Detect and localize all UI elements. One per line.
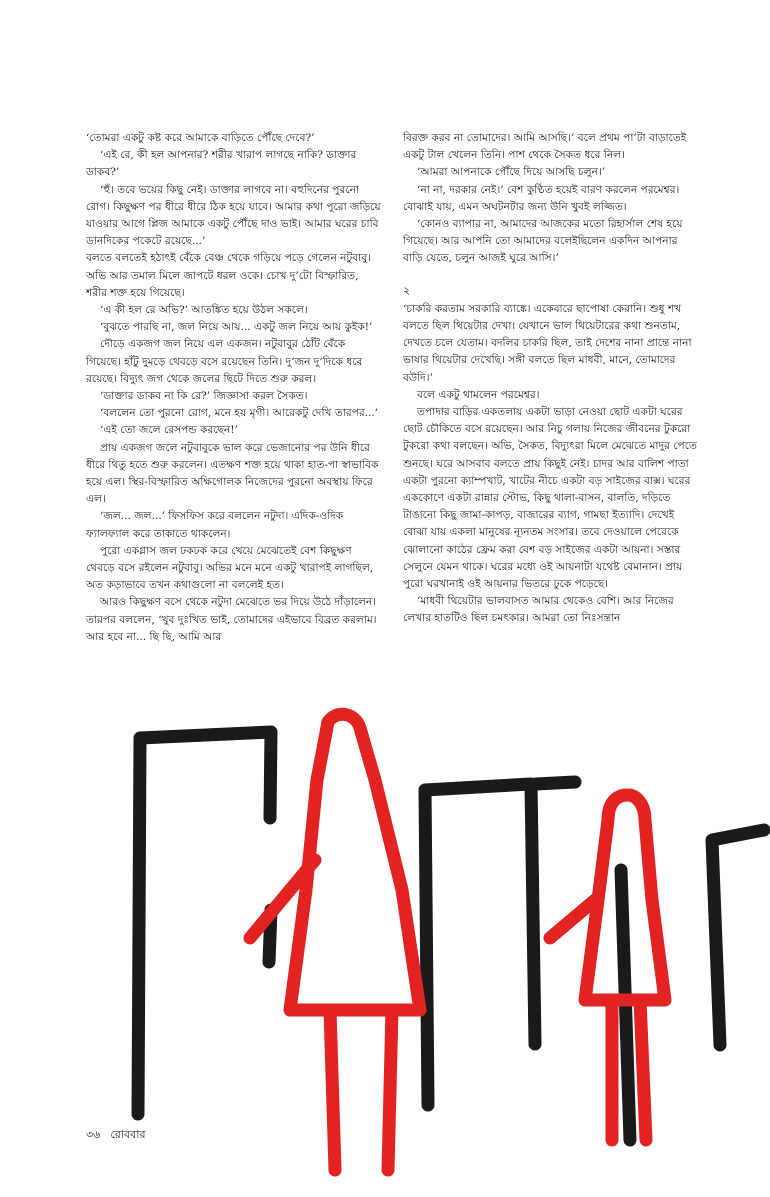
paragraph: বলে একটু থামলেন পরমেশ্বর।: [417, 388, 540, 401]
paragraph: ‘বললেন তো পুরনো রোগ, মনে হয় মৃগী। আরেকটু দেখি তারপর...’: [100, 407, 379, 420]
right-column: [403, 130, 699, 628]
right-column-bottom: [403, 301, 699, 628]
paragraph: ‘তোমরা একটু কষ্ট করে আমাকে বাড়িতে পৌঁছে দেবে?’: [86, 132, 315, 144]
paragraph: বলতে বলতেই হঠাৎই বেঁকে বেঞ্চ থেকে গড়িয়ে পড়ে গেলেন নটুবাবু। অভি আর তমাল মিলে জাপটে ধরল ওকে। চোখ দু’টো বিস্ফারিত, শরীর শক্ত হয়ে গিয়েছে।: [86, 252, 371, 299]
paragraph: ‘কোনও ব্যাপার না, আমাদের আজকের মতো রিহার্সাল শেষ হয়ে গিয়েছে। আর আপনি তো আমাদের বলেইছিলেন একদিন আপনার বাড়ি যেতে, চলুন আজই ঘুরে আসি।’: [403, 218, 683, 265]
paragraph: পুরো একগ্লাস জল ঢকঢক করে খেয়ে মেঝেতেই বেশ কিছুক্ষণ থেবড়ে বসে রইলেন নটুবাবু। অভির মনে মনে একটু খারাপই লাগছিল, অত কড়াভাবে তখন কথাগুলো না বললেই হত।: [86, 544, 374, 592]
story-illustration: [0, 700, 770, 1197]
paragraph: ‘মাধবী থিয়েটার ভালবাসত আমার থেকেও বেশি। আর নিজের লেখার হাতটিও ছিল চমৎকার। আমরা তো নিঃসন্তান: [403, 595, 674, 625]
paragraph: ‘এই রে, কী হল আপনার? শরীর খারাপ লাগছে নাকি? ডাক্তার ডাকব?’: [86, 149, 357, 179]
left-column: [86, 130, 382, 646]
paragraph: ‘জল... জল...’ ফিসফিস করে বললেন নটুদা। এদিক-ওদিক ফ্যালফ্যাল করে তাকাতে থাকলেন।: [86, 510, 344, 540]
door-frame-right: [712, 830, 764, 1045]
paragraph: আরও কিছুক্ষণ বসে থেকে নটুদা মেঝেতে ভর দিয়ে উঠে দাঁড়ালেন। তারপর বললেন, ‘খুব দুঃখিত ভাই, তোমাদের এইভাবে বিব্রত করলাম। আর হবে না... ছি ছি, আমি আর: [86, 596, 377, 643]
paragraph: ‘বুঝতে পারছি না, জল নিয়ে আয়... একটু জল নিয়ে আয় কুইক!’: [100, 321, 373, 334]
page-number: ৩৬: [86, 1128, 101, 1141]
page-footer: [86, 1126, 160, 1145]
red-figure-left-legs: [330, 1010, 392, 1170]
section-number: ২: [403, 283, 411, 297]
paragraph: বিরক্ত করব না তোমাদের। আমি আসছি।’ বলে প্রথম পা’টা বাড়াতেই একটু টাল খেলেন তিনি। পাশ থেকে সৈকত ধরে নিল।: [403, 132, 687, 162]
paragraph: দৌড়ে একজগ জল নিয়ে এল একজন। নটুবাবুর ঠোঁট বেঁকে গিয়েছে। হাঁটু দুমড়ে থেবড়ে বসে রয়েছেন তিনি। দু’জন দু’দিকে ধরে রয়েছে। বিদ্যুৎ জগ থেকে জলের ছিটে দিতে শুরু করল।: [86, 338, 363, 385]
black-door-frames: [138, 732, 764, 1140]
paragraph: ‘এ কী হল রে অভি?’ আতঙ্কিত হয়ে উঠল সকলে।: [100, 304, 308, 317]
door-frame-middle-top: [536, 782, 575, 784]
door-frame-left: [138, 732, 271, 1114]
door-frame-middle: [425, 784, 535, 1105]
paragraph: ‘না না, দরকার নেই।’ বেশ কুণ্ঠিত হয়েই বারণ করলেন পরমেশ্বর। বোঝাই যায়, এমন অঘটনটার জন্য উনি খুবই লজ্জিত।: [403, 183, 680, 213]
paragraph: ‘ডাক্তার ডাকব না কি রে?’ জিজ্ঞাসা করল সৈকত।: [100, 390, 308, 403]
paragraph: ‘হুঁ। তবে ভয়ের কিছু নেই। ডাক্তার লাগবে না। বহুদিনের পুরনো রোগ। কিছুক্ষণ পর ধীরে ধীরে ঠিক হয়ে যাবে। আমার কথা পুরো জড়িয়ে যাওয়ার আগে প্লিজ আমাকে একটু পৌঁছে দাও ভাই। আমার ঘরের চাবি ডানদিকের পকেটে রয়েছে...’: [86, 183, 381, 248]
right-column-top: [403, 130, 699, 268]
paragraph: তপাদার বাড়ির একতলায় একটা ভাড়া নেওয়া ছোট একটা ঘরের ছোট চৌকিতে বসে রয়েছেন। আর নিচু গলায় নিজের জীবনের টুকরো টুকরো কথা বলছেন। অভি, সৈকত, বিদ্যুৎরা মিলে মেঝেতে মাদুর পেতে শুনছে। ঘরে আসবাব বলতে প্রায় কিছুই নেই। চাদর আর বালিশ পাতা একটা পুরনো ক্যাম্পখাট, খাটের নীচে একটা বড় সাইজের বাক্স। ঘরের এককোণে একটা রান্নার স্টোভ, কিছু থালা-বাসন, বালতি, দড়িতে টাঙানো কিছু জামা-কাপড়, বাজারের ব্যাগ, গামছা ইত্যাদি। দেখেই বোঝা যায় একলা মানুষের ন্যূনতম সংসার। তবে দেওয়ালে পেরেকে ঝোলানো কাঠের ফ্রেম করা বেশ বড় সাইজের একটা আয়না। সস্তার সেলুনে যেমন থাকে। ঘরের মধ্যে ওই আয়নাটা যথেষ্ট বেমানান। প্রায় পুরো ঘরখানাই ওই আয়নার ভিতরে ঢুকে পড়েছে।: [403, 406, 697, 591]
paragraph: ‘এই তো জলে রেসপন্ড করছেন!’: [100, 424, 238, 437]
paragraph: ‘আমরা আপনাকে পৌঁছে দিয়ে আসছি চলুন।’: [417, 166, 606, 179]
paragraph: ‘চাকরি করতাম সরকারি ব্যাঙ্কে। একেবারে ছাপোষা কেরানি। শুধু শখ বলতে ছিল থিয়েটার দেখা। যেখানে ভাল থিয়েটারের কথা শুনতাম, দেখতে চলে যেতাম। বদলির চাকরি ছিল, তাই দেশের নানা প্রান্তে নানা ভাষার থিয়েটার দেখেছি। সঙ্গী বলতে ছিল মাধবী, মানে, তোমাদের বউদি।’: [403, 302, 692, 384]
magazine-name: রোববার: [110, 1128, 146, 1141]
paragraph: প্রায় একজগ জলে নটুবাবুকে ভাল করে ভেজানোর পর উনি ধীরে ধীরে থিতু হতে শুরু করলেন। এতক্ষণ শক্ত হয়ে থাকা হাত-পা স্বাভাবিক হয়ে এল। স্থির-বিস্ফারিত অক্ষিগোলক নিজেদের পুরনো অবস্থায় ফিরে এল।: [86, 441, 379, 506]
